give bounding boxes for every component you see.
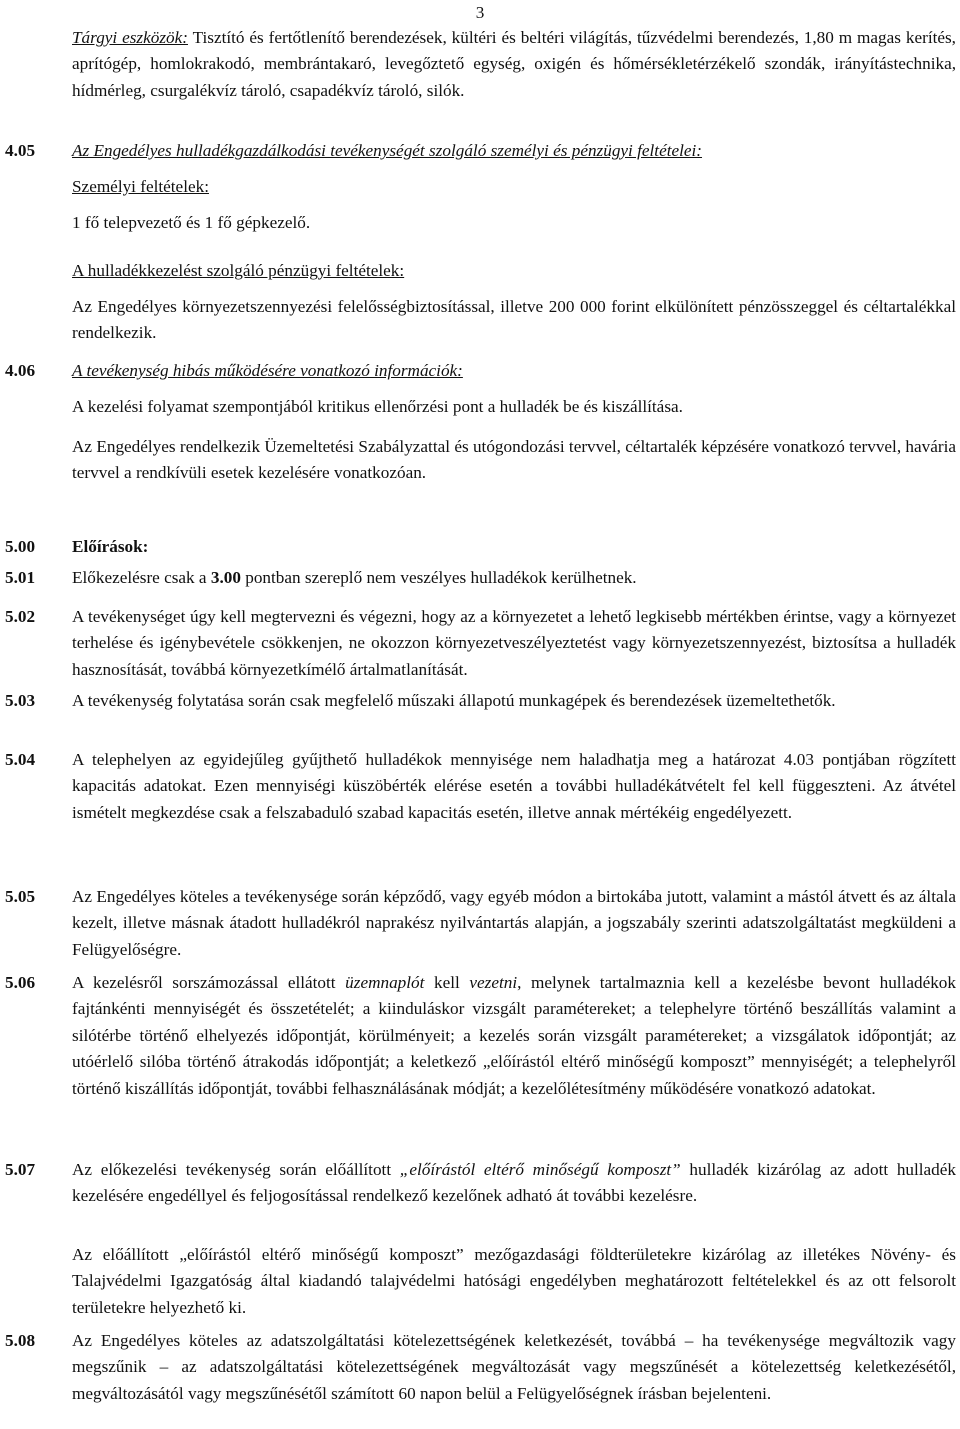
intro-paragraph bbox=[72, 25, 956, 104]
section-5-08-number: 5.08 bbox=[5, 1331, 36, 1350]
section-4-06-title: A tevékenység hibás működésére vonatkozó információk: bbox=[72, 361, 463, 380]
section-5-06-text: A kezelésről sorszámozással ellátott üzemnaplót kell vezetni, melynek tartalmaznia kell a kezelésbe bevont hulladékok fajtánkénti mennyiségét és összetételét; a kiinduláskor vizsgált paramétereket; a telephelyre történő beszállítás valamint a silótérbe történő elhelyezés időpontját, körülményeit; a kezelés során vizsgált paramétereket; a vizsgálatok időpontját; az utóérlelő silóba történő átrakodás időpontját; a keletkező „előírástól eltérő minőségű komposzt” mennyiségét; a telephelyről történő kiszállítás időpontját, további felhasználásának módját; a kezelőlétesítmény működésére vonatkozó adatokat. bbox=[72, 973, 956, 1098]
financial-conditions-heading: A hulladékkezelést szolgáló pénzügyi feltételek: bbox=[72, 261, 405, 280]
section-5-01-number: 5.01 bbox=[5, 568, 36, 587]
section-5-08-text: Az Engedélyes köteles az adatszolgáltatási kötelezettségének keletkezését, továbbá – ha tevékenysége megváltozik vagy megszűnik – az adatszolgáltatási kötelezettségének megváltozását vagy megszűnését a kötelezettség keletkezésétől, megváltozásától vagy megszűnésétől számított 60 napon belül a Felügyelőségnek írásban bejelenteni. bbox=[72, 1331, 956, 1403]
section-5-07-paragraph-2: Az előállított „előírástól eltérő minőségű komposzt” mezőgazdasági földterületekre kizárólag az illetékes Növény- és Talajvédelmi Igazgatóság által kiadandó talajvédelmi hatósági engedélyben meghatározott feltételekkel és az ott felsorolt területekre helyezhető ki. bbox=[72, 1245, 956, 1317]
section-5-02-text: A tevékenységet úgy kell megtervezni és végezni, hogy az a környezetet a lehető legkisebb mértékben érintse, vagy a környezet terhelése és igénybevétele csökkenjen, ne okozzon környezetveszélyeztetést vagy környezetszennyezést, biztosítsa a hulladék hasznosítását, továbbá környezetkímélő ártalmatlanítását. bbox=[72, 607, 956, 679]
section-4-06-paragraph-1: A kezelési folyamat szempontjából kritikus ellenőrzési pont a hulladék be és kiszállítása. bbox=[72, 397, 683, 416]
intro-label: Tárgyi eszközök: bbox=[72, 28, 188, 47]
section-5-01-text: Előkezelésre csak a 3.00 pontban szereplő nem veszélyes hulladékok kerülhetnek. bbox=[72, 568, 637, 587]
intro-text: Tisztító és fertőtlenítő berendezések, kültéri és beltéri világítás, tűzvédelmi berendezés, 1,80 m magas kerítés, aprítógép, homlokrakodó, membrántakaró, levegőztető egység, oxigén és hőmérsékletérzékelő szondák, irányítástechnika, hídmérleg, csurgalékvíz tároló, csapadékvíz tároló, silók. bbox=[72, 28, 956, 100]
personal-conditions-heading: Személyi feltételek: bbox=[72, 177, 209, 196]
financial-conditions-text: Az Engedélyes környezetszennyezési felelősségbiztosítással, illetve 200 000 forint elkülönített pénzösszeggel és céltartalékkal rendelkezik. bbox=[72, 297, 956, 343]
section-5-02-number: 5.02 bbox=[5, 607, 36, 626]
section-5-07-number: 5.07 bbox=[5, 1160, 36, 1179]
section-4-06-number: 4.06 bbox=[5, 361, 36, 380]
section-5-03-text: A tevékenység folytatása során csak megfelelő műszaki állapotú munkagépek és berendezések üzemeltethetők. bbox=[72, 691, 836, 710]
section-5-00-number: 5.00 bbox=[5, 537, 36, 556]
section-4-06-paragraph-2: Az Engedélyes rendelkezik Üzemeltetési Szabályzattal és utógondozási tervvel, céltartalék képzésére vonatkozó tervvel, havária tervvel a rendkívüli esetek kezelésére vonatkozóan. bbox=[72, 437, 956, 483]
section-4-05-number: 4.05 bbox=[5, 141, 36, 160]
page-number: 3 bbox=[475, 3, 485, 22]
section-5-04-text: A telephelyen az egyidejűleg gyűjthető hulladékok mennyisége nem haladhatja meg a határozat 4.03 pontjában rögzített kapacitás adatokat. Ezen mennyiségi küszöbérték elérése esetén a további hulladékátvételt fel kell függeszteni. Az átvétel ismételt megkezdése csak a felszabaduló szabad kapacitás esetén, illetve annak mértékéig engedélyezett. bbox=[72, 750, 956, 822]
section-5-00-title: Előírások: bbox=[72, 537, 149, 556]
section-5-05-number: 5.05 bbox=[5, 887, 36, 906]
section-5-06-number: 5.06 bbox=[5, 973, 36, 992]
personal-conditions-text: 1 fő telepvezető és 1 fő gépkezelő. bbox=[72, 213, 311, 232]
section-4-05-title: Az Engedélyes hulladékgazdálkodási tevékenységét szolgáló személyi és pénzügyi feltételei: bbox=[72, 141, 703, 160]
section-5-04-number: 5.04 bbox=[5, 750, 36, 769]
section-5-07-text: Az előkezelési tevékenység során előállított „előírástól eltérő minőségű komposzt” hulladék kizárólag az adott hulladék kezelésére engedéllyel és feljogosítással rendelkező kezelőnek adható át további kezelésre. bbox=[72, 1160, 957, 1206]
section-reference: 3.00 bbox=[210, 568, 241, 587]
section-5-05-text: Az Engedélyes köteles a tevékenysége során képződő, vagy egyéb módon a birtokába jutott, valamint a mástól átvett és az általa kezelt, illetve másnak átadott hulladékról naprakész nyilvántartás alapján, a jogszabály szerinti adatszolgáltatást megküldeni a Felügyelőségre. bbox=[72, 887, 956, 959]
section-5-03-number: 5.03 bbox=[5, 691, 36, 710]
